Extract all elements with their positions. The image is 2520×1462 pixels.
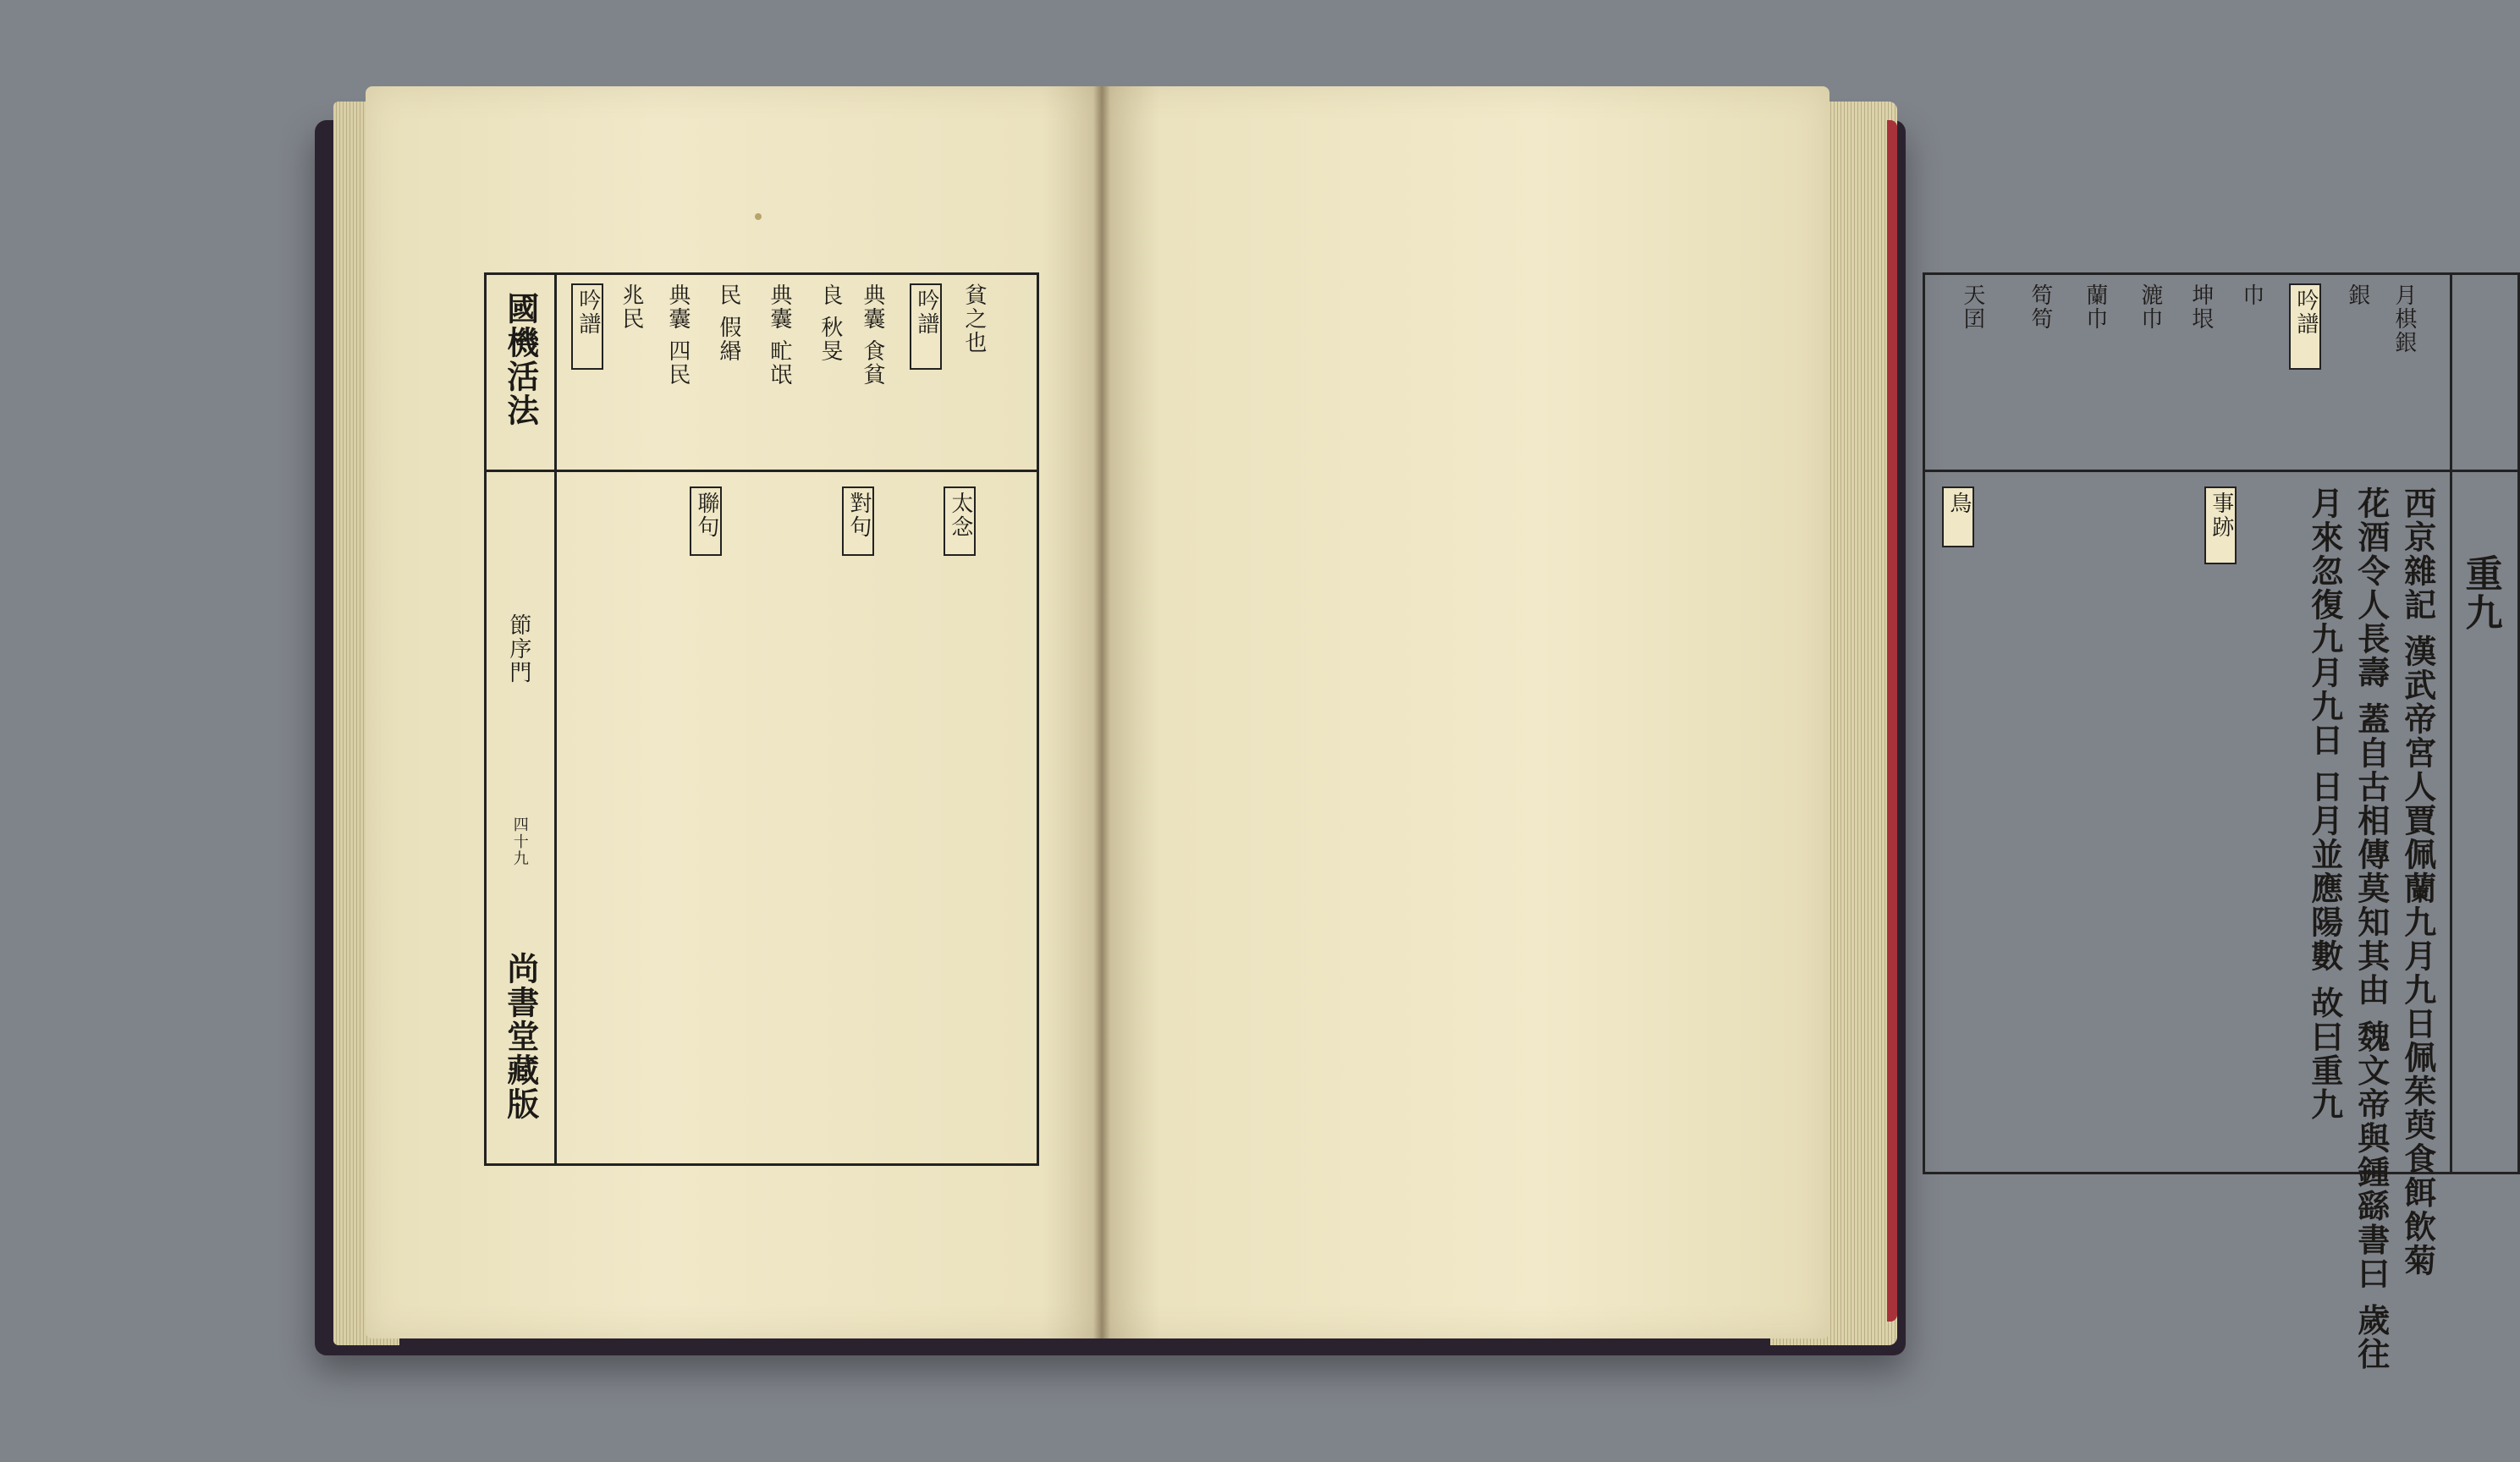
boxed-label: 吟譜 [571, 283, 603, 370]
top-entry: 漉巾 [2137, 283, 2163, 331]
open-book [315, 86, 2502, 1372]
top-entry: 民 假緡 [715, 283, 741, 364]
paper-spot [755, 213, 762, 220]
red-cover-edge [1887, 120, 1897, 1322]
right-margin-line [2450, 275, 2452, 1172]
top-entry: 兆民 [618, 283, 644, 331]
section-heading: 重九 [2458, 554, 2502, 632]
top-entry: 典囊 食貧 [859, 283, 885, 387]
margin-section: 節序門 [505, 613, 531, 684]
right-page [1102, 86, 2502, 1371]
boxed-label: 對句 [842, 486, 874, 556]
top-entry: 典囊 甿氓 [766, 283, 792, 387]
boxed-label: 吟譜 [2289, 283, 2321, 370]
left-page-frame [484, 272, 1039, 1166]
boxed-label: 聯句 [690, 486, 722, 556]
book-gutter [1093, 86, 1110, 1338]
right-page-frame [1923, 272, 2520, 1371]
top-entry: 坤垠 [2187, 283, 2214, 331]
top-entry: 月棋銀 [2391, 283, 2417, 355]
margin-publisher: 尚書堂藏版 [501, 952, 540, 1121]
boxed-label: 鳥 [1942, 486, 1974, 547]
left-page [366, 86, 1102, 1338]
main-text-line: 月來忽復九月九日 日月並應陽數 故曰重九 [2305, 486, 2344, 1122]
top-entry: 笱笱 [2027, 283, 2053, 331]
top-entry: 巾 [2238, 283, 2264, 307]
top-entry: 銀 [2344, 283, 2370, 307]
left-divider [487, 470, 1037, 472]
boxed-label: 太念 [944, 486, 976, 556]
top-entry: 天囝 [1959, 283, 1985, 331]
top-entry: 貧之也 [960, 283, 987, 355]
main-text-line: 西京雜記 漢武帝宮人賈佩蘭九月九日佩茱萸食餌飲菊 [2398, 486, 2437, 1278]
top-entry: 典囊 四民 [664, 283, 691, 387]
margin-title: 國機活法 [501, 292, 540, 427]
boxed-label: 吟譜 [910, 283, 942, 370]
right-divider [1925, 470, 2517, 472]
top-entry: 蘭巾 [2082, 283, 2108, 331]
left-margin-line [554, 275, 557, 1163]
boxed-label: 事跡 [2204, 486, 2237, 564]
top-entry: 良 秋旻 [817, 283, 843, 364]
main-text-line: 花酒令人長壽 蓋自古相傳莫知其由 魏文帝與鍾繇書曰 歲往 [2352, 486, 2391, 1371]
margin-number: 四十九 [510, 816, 529, 867]
